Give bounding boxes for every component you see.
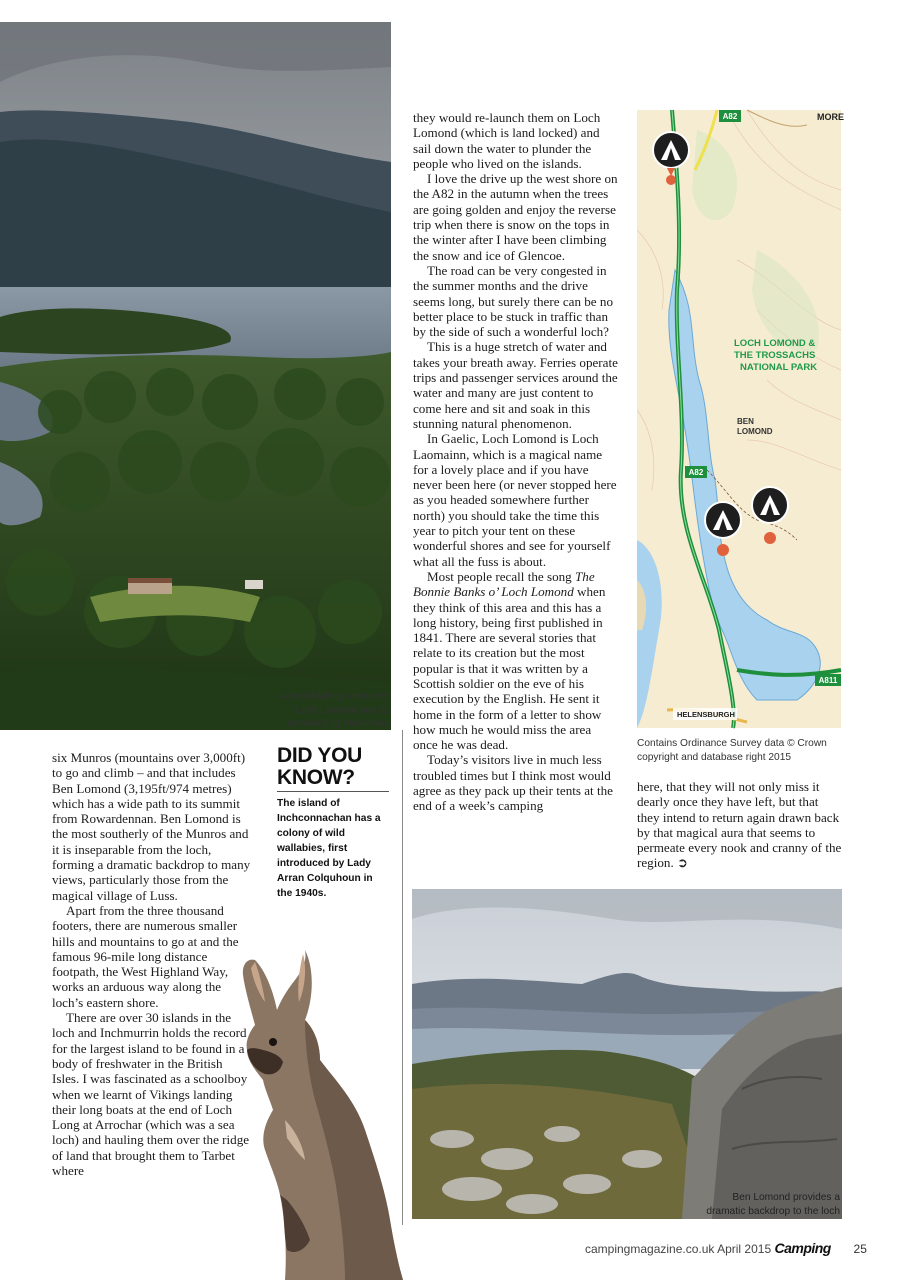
road-label-a82: A82 — [722, 112, 738, 121]
article-column-2 — [413, 110, 618, 814]
paragraph: There are over 30 islands in the loch and Inchmurrin holds the record for the largest island to be found in a body of freshwater in the British Isles. I was fascinated as a schoolboy when we learnt of Vikings landing their long boats at the end of Loch Long at Arrochar (which was a sea loch) and hauling them over the ridge of land that brought them to Tarbet where — [52, 1010, 250, 1179]
road-label-a82-2: A82 — [688, 468, 704, 477]
article-column-1 — [52, 750, 252, 1178]
page-footer — [585, 1240, 875, 1256]
national-park-label-1: LOCH LOMOND & — [734, 338, 816, 349]
ben-lomond-label-2: LOMOND — [737, 427, 773, 436]
song-title: The Bonnie Banks o’ Loch Lomond — [413, 568, 595, 600]
map-graphic — [637, 110, 844, 728]
ben-lomond-photo-caption: Ben Lomond provides a dramatic backdrop to the loch — [706, 1192, 840, 1217]
map-label-more: MORE — [817, 112, 844, 122]
footer-site: campingmagazine.co.uk — [585, 1242, 715, 1256]
paragraph: The road can be very congested in the summer months and the drive seems long, but surely there can be no better place to be stuck in traffic than by the side of such a wonderful loch? — [413, 262, 613, 340]
paragraph: they would re-launch them on Loch Lomond (which is land locked) and sail down the water to plunder the people who lived on the islands. — [413, 110, 601, 171]
paragraph: six Munros (mountains over 3,000ft) to go and climb – and that includes Ben Lomond (3,195ft/974 metres) which has a wide path to its summit from Rowardennan. Ben Lomond is the most southerly of the Munros and it is inseparable from the loch, forming a dramatic backdrop to many views, particularly those from the magical village of Luss. — [52, 750, 251, 903]
paragraph: Apart from the three thousand footers, there are numerous smaller hills and mountains to go at and the famous 96-mile long distance footpath, the West Highland Way, works an arduous way along the loch’s eastern shore. — [52, 902, 239, 1010]
loch-photo-caption: A breathtaking view over Loch Lomond and its surrounding mountains — [279, 691, 390, 729]
footer-brand: Camping — [774, 1240, 831, 1256]
did-you-know-body: The island of Inchconnachan has a colony of wild wallabies, first introduced by Lady Arran Colquhoun in the 1940s. — [277, 798, 381, 899]
paragraph: I love the drive up the west shore on the A82 in the autumn when the trees are going golden and enjoy the reverse trip when there is snow on the tops in the winter after I have been climbing the snow and ice of Glencoe. — [413, 171, 618, 263]
article-column-3 — [637, 779, 842, 871]
national-park-label-2: THE TROSSACHS — [734, 350, 816, 361]
road-label-a811: A811 — [818, 676, 838, 685]
loch-lomond-illustration — [0, 22, 391, 730]
paragraph: Today’s visitors live in much less troubled times but I think most would agree as they pack up their tents at the end of a week’s camping — [413, 752, 613, 814]
footer-date: April 2015 — [717, 1242, 772, 1256]
paragraph: This is a huge stretch of water and takes your breath away. Ferries operate trips and passenger services around the water and many are just content to come here and sit and soak in this stunning natural phenomenon. — [413, 339, 618, 431]
paragraph: Most people recall the song The Bonnie Banks o’ Loch Lomond when they think of this area and this has a long history, being first published in 1841. There are several stories that relate to its creation but the most popular is that it was written by a Scottish soldier on the eve of his execution by the English. He sent it home in the form of a letter to show how much he would miss the area once he was dead. — [413, 568, 606, 753]
ben-lomond-illustration — [412, 889, 842, 1219]
page-number: 25 — [853, 1242, 867, 1256]
did-you-know-title: DID YOU KNOW? — [277, 744, 363, 789]
loch-lomond-map — [637, 110, 844, 728]
end-mark-icon: ➲ — [677, 855, 688, 871]
did-you-know-rule — [277, 791, 389, 792]
ben-lomond-label-1: BEN — [737, 417, 754, 426]
map-caption: Contains Ordinance Survey data © Crown copyright and database right 2015 — [637, 738, 827, 763]
paragraph: In Gaelic, Loch Lomond is Loch Laomainn, which is a magical name for a lovely place and if you have never been here (or never stopped here as you headed somewhere further north) you should take the time this year to pitch your tent on these wonderful shores and see for yourself what all the fuss is about. — [413, 431, 617, 569]
national-park-label-3: NATIONAL PARK — [740, 362, 818, 373]
wallaby-illustration — [225, 950, 435, 1280]
loch-lomond-photo — [0, 22, 391, 730]
ben-lomond-photo — [412, 889, 842, 1219]
map-label-helensburgh: HELENSBURGH — [677, 710, 735, 719]
paragraph: here, that they will not only miss it dearly once they have left, but that they intend to return again drawn back by that magical aura that seems to permeate every nook and cranny of the region. — [637, 779, 842, 871]
wallaby-photo — [225, 950, 435, 1280]
